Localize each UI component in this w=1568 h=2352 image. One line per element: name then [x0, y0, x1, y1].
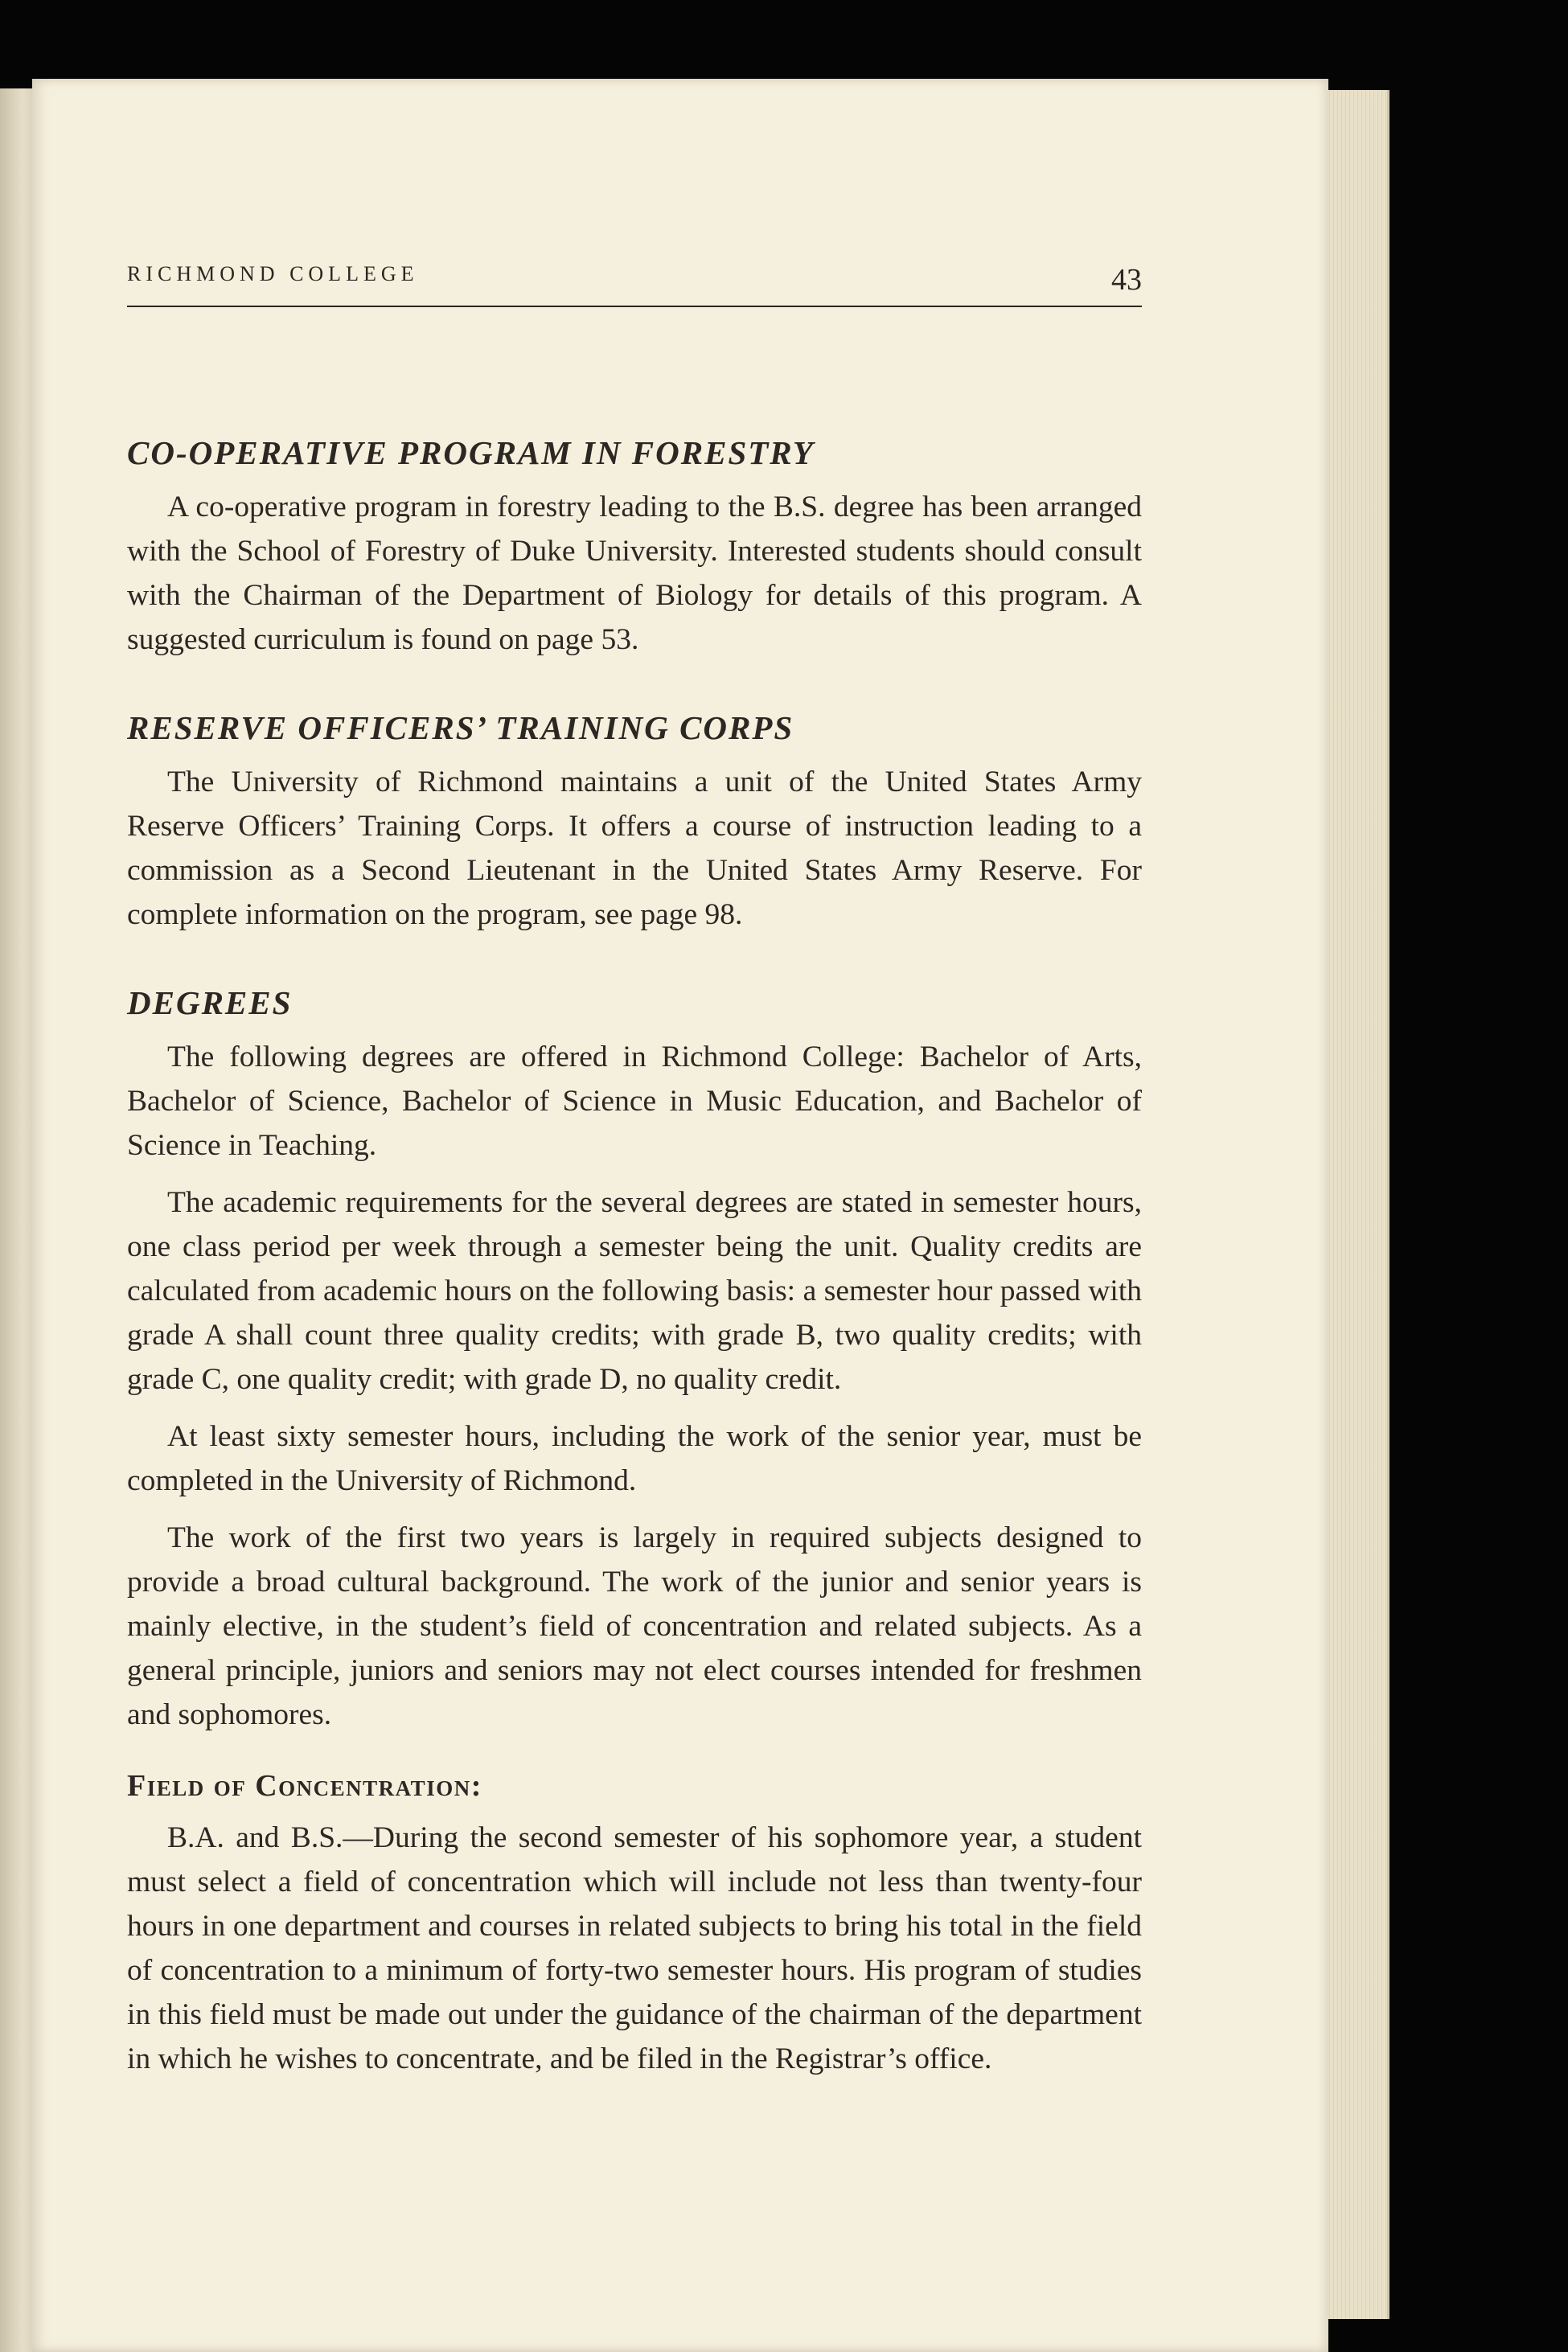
subsection-heading: Field of Concentration:: [127, 1769, 482, 1803]
paragraph: A co-operative program in forestry leading to the B.S. degree has been arranged with the School of Forestry of Duke University. Interested students should consult with the Chairman of the Department of Biology for details of this program. A suggested curriculum is found on page 53.: [127, 491, 1142, 656]
paragraph: The work of the first two years is largely in required subjects designed to provide a broad cultural background. The work of the junior and senior years is mainly elective, in the student’s field of concentration and related subjects. As a general principle, juniors and seniors may not elect courses intended for freshmen and sophomores.: [127, 1521, 1142, 1731]
section-forestry: [127, 429, 1142, 662]
paragraph: B.A. and B.S.—During the second semester of his sophomore year, a student must select a field of concentration which will include not less than twenty-four hours in one department and courses in related subjects to bring his total in the field of concentration to a minimum of forty-two semester hours. His program of studies in this field must be made out under the guidance of the chairman of the department in which he wishes to concentrate, and be filed in the Registrar’s office.: [127, 1821, 1142, 2075]
page-body: [127, 429, 1142, 2081]
section-rotc: [127, 704, 1142, 937]
section-concentration: [127, 1763, 1142, 2081]
paragraph: The University of Richmond maintains a unit of the United States Army Reserve Officers’ Training Corps. It offers a course of instruction leading to a commission as a Second Lieutenant in the United States Army Reserve. For complete information on the program, see page 98.: [127, 766, 1142, 931]
running-title: RICHMOND COLLEGE: [127, 262, 419, 285]
book-page: [32, 79, 1328, 2352]
section-heading: CO-OPERATIVE PROGRAM IN FORESTRY: [127, 434, 815, 471]
paragraph: At least sixty semester hours, including the work of the senior year, must be completed in the University of Richmond.: [127, 1420, 1142, 1497]
header-rule: [127, 306, 1142, 307]
paragraph: The following degrees are offered in Richmond College: Bachelor of Arts, Bachelor of Science, Bachelor of Science in Music Education, and Bachelor of Science in Teaching.: [127, 1041, 1142, 1162]
section-heading: DEGREES: [127, 984, 293, 1021]
section-heading: RESERVE OFFICERS’ TRAINING CORPS: [127, 709, 794, 746]
running-head: [127, 257, 1142, 298]
section-degrees: [127, 979, 1142, 1737]
paragraph: The academic requirements for the several degrees are stated in semester hours, one class period per week through a semester being the unit. Quality credits are calculated from academic hours on the following basis: a semester hour passed with grade A shall count three quality credits; with grade B, two quality credits; with grade C, one quality credit; with grade D, no quality credit.: [127, 1186, 1142, 1396]
page-number: 43: [1111, 263, 1142, 297]
